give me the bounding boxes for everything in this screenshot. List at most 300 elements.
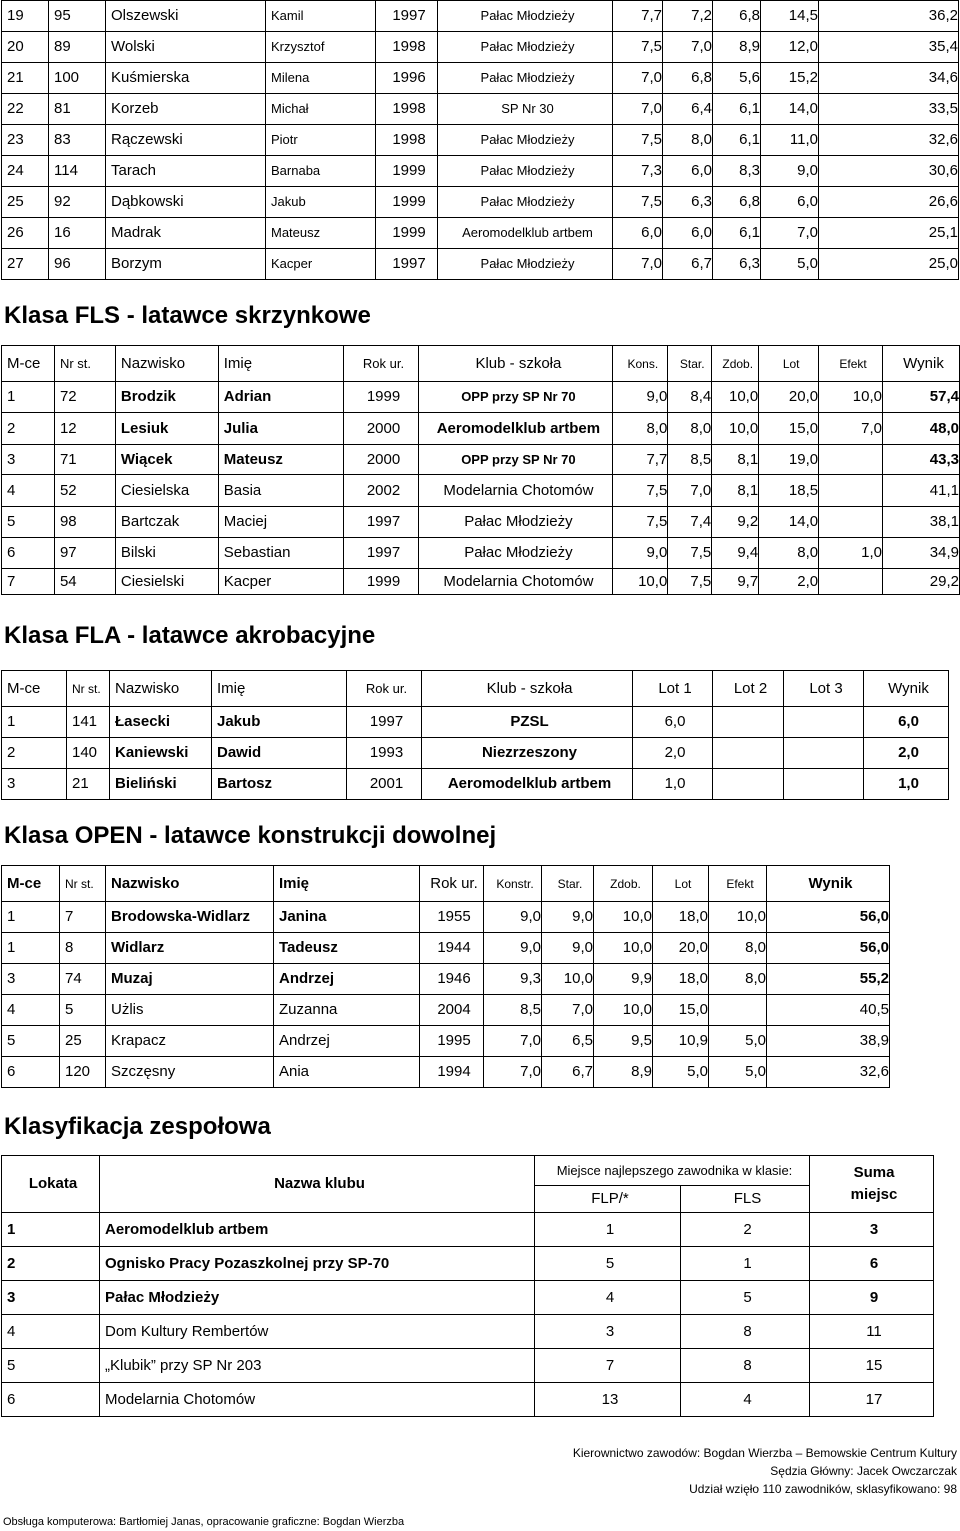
table-cell: 17 <box>810 1383 934 1417</box>
table-cell: 9,5 <box>594 1026 653 1057</box>
table-cell: 9 <box>810 1281 934 1315</box>
table-row <box>2 382 960 413</box>
table-cell: Adrian <box>218 382 343 413</box>
table-cell: 2,0 <box>759 569 819 595</box>
table-cell: 9,2 <box>712 507 759 538</box>
table-cell: 5 <box>2 1026 60 1057</box>
table-row <box>2 1383 934 1417</box>
table-cell: 52 <box>54 475 115 507</box>
table-cell: 34,9 <box>883 538 960 569</box>
table-cell: Maciej <box>218 507 343 538</box>
table-cell: 30,6 <box>819 156 959 187</box>
table-cell: 6,0 <box>663 156 713 187</box>
table-cell: 6 <box>810 1247 934 1281</box>
table-cell: 2000 <box>343 413 419 445</box>
table-cell: Modelarnia Chotomów <box>419 569 613 595</box>
fla-section-title: Klasa FLA - latawce akrobacyjne <box>4 622 376 649</box>
table-cell: Niezrzeszony <box>422 738 633 769</box>
table-cell: 83 <box>49 125 106 156</box>
table-cell: 7,7 <box>613 445 668 475</box>
table-cell: 3 <box>535 1315 681 1349</box>
table-cell: Muzaj <box>106 964 274 995</box>
table-cell: 1998 <box>376 125 438 156</box>
table-cell: 9,9 <box>594 964 653 995</box>
table-cell: 7,4 <box>668 507 712 538</box>
table-cell: 57,4 <box>883 382 960 413</box>
table-cell: 8,9 <box>594 1057 653 1088</box>
table-cell: 74 <box>60 964 106 995</box>
table-cell: 6,4 <box>663 94 713 125</box>
table-cell: 56,0 <box>767 902 890 933</box>
table-cell: 25,0 <box>819 249 959 280</box>
table-cell: 10,0 <box>542 964 594 995</box>
table-row <box>2 964 890 995</box>
table-cell: 114 <box>49 156 106 187</box>
table-cell <box>819 475 883 507</box>
table-cell: 6,7 <box>663 249 713 280</box>
table-row <box>2 1349 934 1383</box>
table-cell: 5,0 <box>653 1057 709 1088</box>
column-header: Zdob. <box>594 866 653 902</box>
table-cell <box>819 507 883 538</box>
table-cell: 48,0 <box>883 413 960 445</box>
column-header: Wynik <box>883 346 960 382</box>
table-cell: Sebastian <box>218 538 343 569</box>
table-cell: 1999 <box>376 218 438 249</box>
continuation-results-table <box>1 0 959 280</box>
table-row <box>2 1026 890 1057</box>
table-cell: 32,6 <box>819 125 959 156</box>
table-row <box>2 32 959 63</box>
table-cell: 1997 <box>343 507 419 538</box>
table-cell: 5 <box>2 507 55 538</box>
table-cell: 8,5 <box>668 445 712 475</box>
table-cell: 6,0 <box>633 707 713 738</box>
fls-section-title: Klasa FLS - latawce skrzynkowe <box>4 302 371 329</box>
table-cell <box>819 569 883 595</box>
table-cell: 1998 <box>376 94 438 125</box>
table-cell: 35,4 <box>819 32 959 63</box>
table-cell: 7,5 <box>613 32 663 63</box>
column-header: Klub - szkoła <box>422 671 633 707</box>
table-cell: 7,0 <box>819 413 883 445</box>
table-row <box>2 933 890 964</box>
table-cell: Rączewski <box>106 125 266 156</box>
table-cell: 10,0 <box>594 902 653 933</box>
table-cell: 2,0 <box>864 738 949 769</box>
footer-credits: Obsługa komputerowa: Bartłomiej Janas, opracowanie graficzne: Bogdan Wierzba <box>3 1516 405 1528</box>
table-cell: 1,0 <box>633 769 713 800</box>
table-cell: Zuzanna <box>274 995 420 1026</box>
table-cell: 6,7 <box>542 1057 594 1088</box>
table-cell: 7,5 <box>613 187 663 218</box>
table-cell: 41,1 <box>883 475 960 507</box>
table-cell: Widlarz <box>106 933 274 964</box>
table-cell: 7 <box>60 902 106 933</box>
column-header: Lot 2 <box>713 671 784 707</box>
table-cell: Aeromodelklub artbem <box>422 769 633 800</box>
table-cell: Bilski <box>115 538 218 569</box>
table-row <box>2 218 959 249</box>
table-row <box>2 156 959 187</box>
table-cell: SP Nr 30 <box>438 94 613 125</box>
table-cell: Kaniewski <box>110 738 212 769</box>
table-cell: 1995 <box>420 1026 484 1057</box>
table-row <box>2 738 949 769</box>
table-cell: Łasecki <box>110 707 212 738</box>
table-cell: 21 <box>2 63 49 94</box>
column-header: Lot 1 <box>633 671 713 707</box>
table-cell: 5,0 <box>709 1057 767 1088</box>
table-cell: 6,0 <box>613 218 663 249</box>
table-cell: 56,0 <box>767 933 890 964</box>
table-cell: 7,5 <box>613 125 663 156</box>
table-cell: 7,3 <box>613 156 663 187</box>
table-cell: 8,0 <box>668 413 712 445</box>
team-section-title: Klasyfikacja zespołowa <box>4 1113 271 1140</box>
table-cell: Milena <box>266 63 376 94</box>
table-cell: 9,0 <box>542 902 594 933</box>
table-row <box>2 94 959 125</box>
table-cell: 6,8 <box>713 187 761 218</box>
table-cell: 7,0 <box>484 1026 542 1057</box>
table-cell: 7,0 <box>761 218 819 249</box>
team-classification-table <box>1 1155 934 1417</box>
column-header: Nr st. <box>67 671 110 707</box>
table-cell: 6 <box>2 538 55 569</box>
table-cell: 4 <box>2 1315 100 1349</box>
table-cell: 9,0 <box>613 382 668 413</box>
table-cell: 20,0 <box>759 382 819 413</box>
table-cell: „Klubik” przy SP Nr 203 <box>100 1349 535 1383</box>
table-row <box>2 995 890 1026</box>
table-cell: PZSL <box>422 707 633 738</box>
column-header: Rok ur. <box>420 866 484 902</box>
column-header: Imię <box>218 346 343 382</box>
column-header: Nazwisko <box>106 866 274 902</box>
table-cell: 6,8 <box>713 1 761 32</box>
table-cell: Wiącek <box>115 445 218 475</box>
table-cell: 1 <box>535 1213 681 1247</box>
table-cell: Pałac Młodzieży <box>438 63 613 94</box>
table-cell: 1993 <box>347 738 422 769</box>
table-cell: 98 <box>54 507 115 538</box>
table-cell: Szczęsny <box>106 1057 274 1088</box>
table-cell: Ognisko Pracy Pozaszkolnej przy SP-70 <box>100 1247 535 1281</box>
table-cell: 40,5 <box>767 995 890 1026</box>
table-cell: Wolski <box>106 32 266 63</box>
table-cell: Modelarnia Chotomów <box>419 475 613 507</box>
table-cell: 1,0 <box>819 538 883 569</box>
table-cell: 7,5 <box>613 507 668 538</box>
table-cell: 8,5 <box>484 995 542 1026</box>
table-cell: 1997 <box>376 1 438 32</box>
table-cell: 7,0 <box>542 995 594 1026</box>
table-cell: 21 <box>67 769 110 800</box>
table-cell: 15,0 <box>759 413 819 445</box>
table-cell: 8,0 <box>759 538 819 569</box>
table-row <box>2 1213 934 1247</box>
table-cell <box>713 738 784 769</box>
table-cell: 23 <box>2 125 49 156</box>
open-section-title: Klasa OPEN - latawce konstrukcji dowolnej <box>4 822 497 849</box>
table-cell: 3 <box>2 1281 100 1315</box>
table-cell: 7,5 <box>668 538 712 569</box>
team-header-sum <box>810 1156 934 1213</box>
table-cell: 7,0 <box>613 63 663 94</box>
table-cell: 1944 <box>420 933 484 964</box>
table-cell: 10,0 <box>712 413 759 445</box>
table-cell: 9,7 <box>712 569 759 595</box>
table-cell: 1999 <box>376 156 438 187</box>
table-cell: 7,2 <box>663 1 713 32</box>
table-cell: 81 <box>49 94 106 125</box>
table-cell: 120 <box>60 1057 106 1088</box>
fla-results-table <box>1 670 949 800</box>
table-cell: Janina <box>274 902 420 933</box>
table-cell: 2 <box>2 1247 100 1281</box>
table-cell: 3 <box>2 445 55 475</box>
table-cell: 7,5 <box>613 475 668 507</box>
table-cell: 3 <box>2 769 67 800</box>
table-row <box>2 1247 934 1281</box>
table-cell: 5 <box>2 1349 100 1383</box>
table-cell: 100 <box>49 63 106 94</box>
table-cell: 2004 <box>420 995 484 1026</box>
table-cell: 9,4 <box>712 538 759 569</box>
table-cell: 3 <box>2 964 60 995</box>
table-cell: 38,1 <box>883 507 960 538</box>
table-cell: 9,0 <box>761 156 819 187</box>
table-cell: 25,1 <box>819 218 959 249</box>
table-cell <box>713 769 784 800</box>
table-cell: Kacper <box>266 249 376 280</box>
table-cell: Dom Kultury Rembertów <box>100 1315 535 1349</box>
table-cell: Ciesielski <box>115 569 218 595</box>
table-cell: Dąbkowski <box>106 187 266 218</box>
table-cell: 55,2 <box>767 964 890 995</box>
table-cell: Andrzej <box>274 1026 420 1057</box>
column-header: M-ce <box>2 866 60 902</box>
table-cell: 1 <box>2 707 67 738</box>
table-cell: 3 <box>810 1213 934 1247</box>
table-cell: 89 <box>49 32 106 63</box>
table-cell: 6,5 <box>542 1026 594 1057</box>
header-row <box>2 866 890 902</box>
table-cell: 8,3 <box>713 156 761 187</box>
table-cell: 14,0 <box>759 507 819 538</box>
table-cell: 6,1 <box>713 218 761 249</box>
column-header: Kons. <box>613 346 668 382</box>
table-cell: Aeromodelklub artbem <box>438 218 613 249</box>
table-cell: Pałac Młodzieży <box>419 538 613 569</box>
open-results-table <box>1 865 890 1088</box>
table-cell: 1998 <box>376 32 438 63</box>
table-cell: 7 <box>2 569 55 595</box>
table-cell: 8,0 <box>613 413 668 445</box>
table-cell: 15,2 <box>761 63 819 94</box>
column-header: Efekt <box>709 866 767 902</box>
table-cell: Pałac Młodzieży <box>438 125 613 156</box>
table-cell: 1 <box>681 1247 810 1281</box>
table-cell: 5 <box>60 995 106 1026</box>
fls-results-table <box>1 345 960 595</box>
table-cell: Jakub <box>266 187 376 218</box>
team-header-sum-label: Suma miejsc <box>850 1164 898 1203</box>
table-cell <box>784 769 864 800</box>
table-cell: 1,0 <box>864 769 949 800</box>
table-cell: 95 <box>49 1 106 32</box>
footer-judge: Sędzia Główny: Jacek Owczarczak <box>770 1464 957 1478</box>
column-header: Imię <box>212 671 347 707</box>
table-cell: 6 <box>2 1383 100 1417</box>
column-header: Rok ur. <box>343 346 419 382</box>
table-cell: Pałac Młodzieży <box>438 1 613 32</box>
footer-organizer: Kierownictwo zawodów: Bogdan Wierzba – Bemowskie Centrum Kultury <box>572 1446 957 1460</box>
table-cell: Piotr <box>266 125 376 156</box>
table-cell: 7,0 <box>613 249 663 280</box>
table-cell: Julia <box>218 413 343 445</box>
table-cell: 29,2 <box>883 569 960 595</box>
table-cell: 38,9 <box>767 1026 890 1057</box>
table-cell: 18,0 <box>653 902 709 933</box>
table-cell: 4 <box>2 995 60 1026</box>
table-cell: 10,0 <box>613 569 668 595</box>
table-cell: 25 <box>60 1026 106 1057</box>
table-cell: Bartczak <box>115 507 218 538</box>
table-row <box>2 707 949 738</box>
column-header: Wynik <box>864 671 949 707</box>
table-cell: Tarach <box>106 156 266 187</box>
column-header: Star. <box>542 866 594 902</box>
column-header: Lot <box>653 866 709 902</box>
table-cell: 20,0 <box>653 933 709 964</box>
table-cell: 7 <box>535 1349 681 1383</box>
table-cell: 1 <box>2 902 60 933</box>
table-cell: 1997 <box>343 538 419 569</box>
table-cell: Użlis <box>106 995 274 1026</box>
column-header: Wynik <box>767 866 890 902</box>
table-cell: 5 <box>681 1281 810 1315</box>
table-cell: 1 <box>2 382 55 413</box>
table-cell: Kuśmierska <box>106 63 266 94</box>
table-cell: 1997 <box>376 249 438 280</box>
table-cell: Bartosz <box>212 769 347 800</box>
table-cell: 19,0 <box>759 445 819 475</box>
column-header: Lot <box>759 346 819 382</box>
table-cell: Bieliński <box>110 769 212 800</box>
table-row <box>2 63 959 94</box>
table-cell: Pałac Młodzieży <box>100 1281 535 1315</box>
table-cell: 8,9 <box>713 32 761 63</box>
table-cell: Aeromodelklub artbem <box>419 413 613 445</box>
table-cell: Pałac Młodzieży <box>438 187 613 218</box>
column-header: Star. <box>668 346 712 382</box>
table-cell: 6,0 <box>663 218 713 249</box>
team-header-best-place: Miejsce najlepszego zawodnika w klasie: <box>535 1156 810 1186</box>
table-cell: 9,0 <box>542 933 594 964</box>
table-cell: 1999 <box>376 187 438 218</box>
table-cell: 10,0 <box>594 995 653 1026</box>
table-row <box>2 1281 934 1315</box>
team-header-lokata: Lokata <box>2 1156 100 1213</box>
table-cell: 26,6 <box>819 187 959 218</box>
table-cell: 10,0 <box>819 382 883 413</box>
table-cell: Pałac Młodzieży <box>438 32 613 63</box>
table-cell: 12,0 <box>761 32 819 63</box>
table-cell: 11,0 <box>761 125 819 156</box>
table-cell: 54 <box>54 569 115 595</box>
table-cell: 10,9 <box>653 1026 709 1057</box>
table-cell: 14,0 <box>761 94 819 125</box>
table-cell: Pałac Młodzieży <box>419 507 613 538</box>
table-row <box>2 125 959 156</box>
table-cell: 10,0 <box>594 933 653 964</box>
table-row <box>2 507 960 538</box>
table-cell: Ania <box>274 1057 420 1088</box>
table-cell: 2 <box>2 413 55 445</box>
table-cell: 2000 <box>343 445 419 475</box>
table-cell: 8,0 <box>709 933 767 964</box>
table-cell: 9,3 <box>484 964 542 995</box>
table-cell: 25 <box>2 187 49 218</box>
table-cell: 36,2 <box>819 1 959 32</box>
table-cell: Borzym <box>106 249 266 280</box>
table-cell: 8 <box>681 1349 810 1383</box>
table-cell: 6,3 <box>713 249 761 280</box>
table-cell: 1994 <box>420 1057 484 1088</box>
column-header: Lot 3 <box>784 671 864 707</box>
table-cell: 2 <box>2 738 67 769</box>
table-cell: 8 <box>60 933 106 964</box>
table-cell: OPP przy SP Nr 70 <box>419 382 613 413</box>
table-cell: 6,1 <box>713 94 761 125</box>
table-cell: Tadeusz <box>274 933 420 964</box>
table-cell: 5,0 <box>761 249 819 280</box>
table-row <box>2 445 960 475</box>
table-cell: 2,0 <box>633 738 713 769</box>
table-row <box>2 187 959 218</box>
table-cell: Michał <box>266 94 376 125</box>
table-cell: Krapacz <box>106 1026 274 1057</box>
table-cell: Ciesielska <box>115 475 218 507</box>
table-cell: Mateusz <box>266 218 376 249</box>
table-cell: 96 <box>49 249 106 280</box>
team-header-fls: FLS <box>681 1186 810 1213</box>
table-row <box>2 769 949 800</box>
table-cell: 1999 <box>343 382 419 413</box>
header-row <box>2 346 960 382</box>
table-cell: Basia <box>218 475 343 507</box>
table-cell: 26 <box>2 218 49 249</box>
table-row <box>2 413 960 445</box>
table-cell: 8,1 <box>712 475 759 507</box>
table-cell: Madrak <box>106 218 266 249</box>
table-cell: Dawid <box>212 738 347 769</box>
table-cell: 6,0 <box>761 187 819 218</box>
column-header: M-ce <box>2 346 55 382</box>
table-cell: 34,6 <box>819 63 959 94</box>
table-cell: 7,5 <box>668 569 712 595</box>
table-cell: 9,0 <box>613 538 668 569</box>
table-cell: Jakub <box>212 707 347 738</box>
table-cell: 43,3 <box>883 445 960 475</box>
table-cell: 5,0 <box>709 1026 767 1057</box>
table-cell: 1996 <box>376 63 438 94</box>
table-cell: 2002 <box>343 475 419 507</box>
table-cell: 6,1 <box>713 125 761 156</box>
table-cell: Brodowska-Widlarz <box>106 902 274 933</box>
